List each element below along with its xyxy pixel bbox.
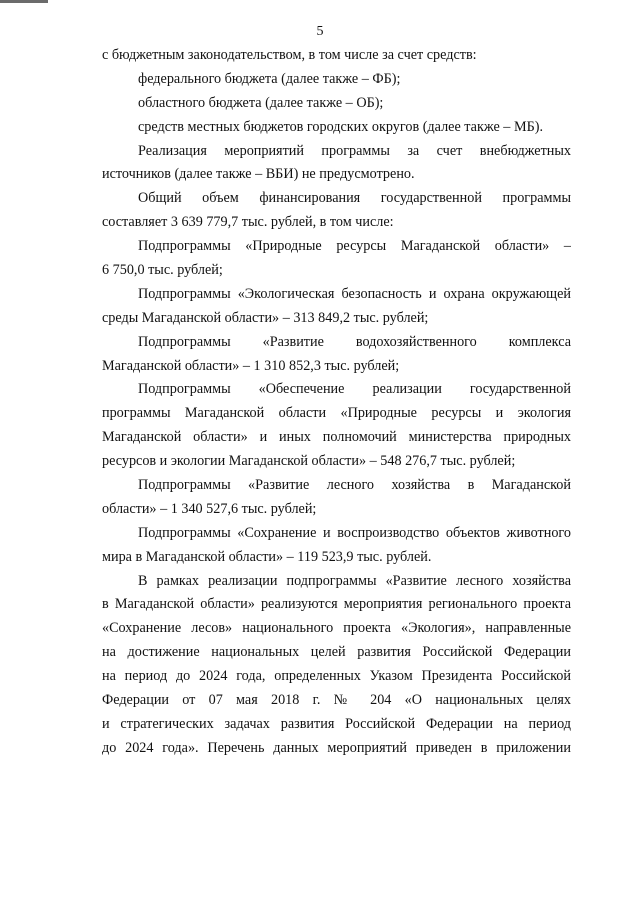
paragraph-mb (102, 116, 571, 140)
text-line: Подпрограммы «Сохранение и воспроизводство объектов животного (138, 524, 571, 541)
paragraph-total (102, 187, 571, 235)
paragraph-sub4 (102, 378, 571, 474)
text-line: средств местных бюджетов городских округов (далее также – МБ). (138, 118, 543, 135)
text-line: источников (далее также – ВБИ) не предусмотрено. (102, 166, 415, 183)
text-line: с бюджетным законодательством, в том числе за счет средств: (102, 47, 477, 63)
text-line: среды Магаданской области» – 313 849,2 тыс. рублей; (102, 309, 429, 326)
text-line: до 2024 года». Перечень данных мероприятий приведен в приложении (102, 739, 571, 756)
page-number: 5 (316, 24, 324, 39)
text-line: Подпрограммы «Развитие водохозяйственного комплекса (138, 333, 571, 350)
text-line: области» – 1 340 527,6 тыс. рублей; (102, 500, 317, 517)
text-line: Магаданской области» и иных полномочий министерства природных (102, 429, 571, 446)
paragraph-intro (102, 44, 571, 68)
text-line: мира в Магаданской области» – 119 523,9 тыс. рублей. (102, 548, 432, 565)
text-line: ресурсов и экологии Магаданской области» – 548 276,7 тыс. рублей; (102, 453, 516, 470)
text-line: в Магаданской области» реализуются мероприятия регионального проекта (102, 596, 571, 613)
text-line: Федерации от 07 мая 2018 г. № 204 «О национальных целях (102, 692, 571, 709)
paragraph-fb (102, 68, 571, 92)
paragraph-sub3 (102, 331, 571, 379)
text-line: Подпрограммы «Обеспечение реализации государственной (138, 381, 571, 398)
text-line: Подпрограммы «Развитие лесного хозяйства в Магаданской (138, 477, 571, 494)
text-line: «Сохранение лесов» национального проекта «Экология», направленные (102, 620, 571, 637)
text-line: Реализация мероприятий программы за счет внебюджетных (138, 142, 571, 159)
text-line: Общий объем финансирования государственной программы (138, 190, 571, 207)
paragraph-vbi (102, 140, 571, 188)
text-line: федерального бюджета (далее также – ФБ); (138, 70, 401, 87)
paragraph-sub5 (102, 474, 571, 522)
paragraph-ob (102, 92, 571, 116)
text-line: и стратегических задачах развития Российской Федерации на период (102, 715, 571, 732)
text-line: Подпрограммы «Экологическая безопасность и охрана окружающей (138, 285, 571, 302)
paragraph-forest (102, 570, 571, 761)
text-line: составляет 3 639 779,7 тыс. рублей, в том числе: (102, 214, 394, 231)
text-line: Подпрограммы «Природные ресурсы Магаданской области» – (138, 238, 571, 255)
paragraph-sub1 (102, 235, 571, 283)
text-line: В рамках реализации подпрограммы «Развитие лесного хозяйства (138, 572, 571, 589)
scan-corner-mark (0, 0, 48, 3)
text-line: на период до 2024 года, определенных Указом Президента Российской (102, 668, 571, 685)
text-line: 6 750,0 тыс. рублей; (102, 262, 223, 279)
document-body (102, 44, 571, 761)
paragraph-sub6 (102, 522, 571, 570)
text-line: программы Магаданской области «Природные ресурсы и экология (102, 405, 571, 422)
paragraph-sub2 (102, 283, 571, 331)
text-line: на достижение национальных целей развития Российской Федерации (102, 644, 571, 661)
text-line: Магаданской области» – 1 310 852,3 тыс. рублей; (102, 357, 400, 374)
text-line: областного бюджета (далее также – ОБ); (138, 94, 384, 111)
